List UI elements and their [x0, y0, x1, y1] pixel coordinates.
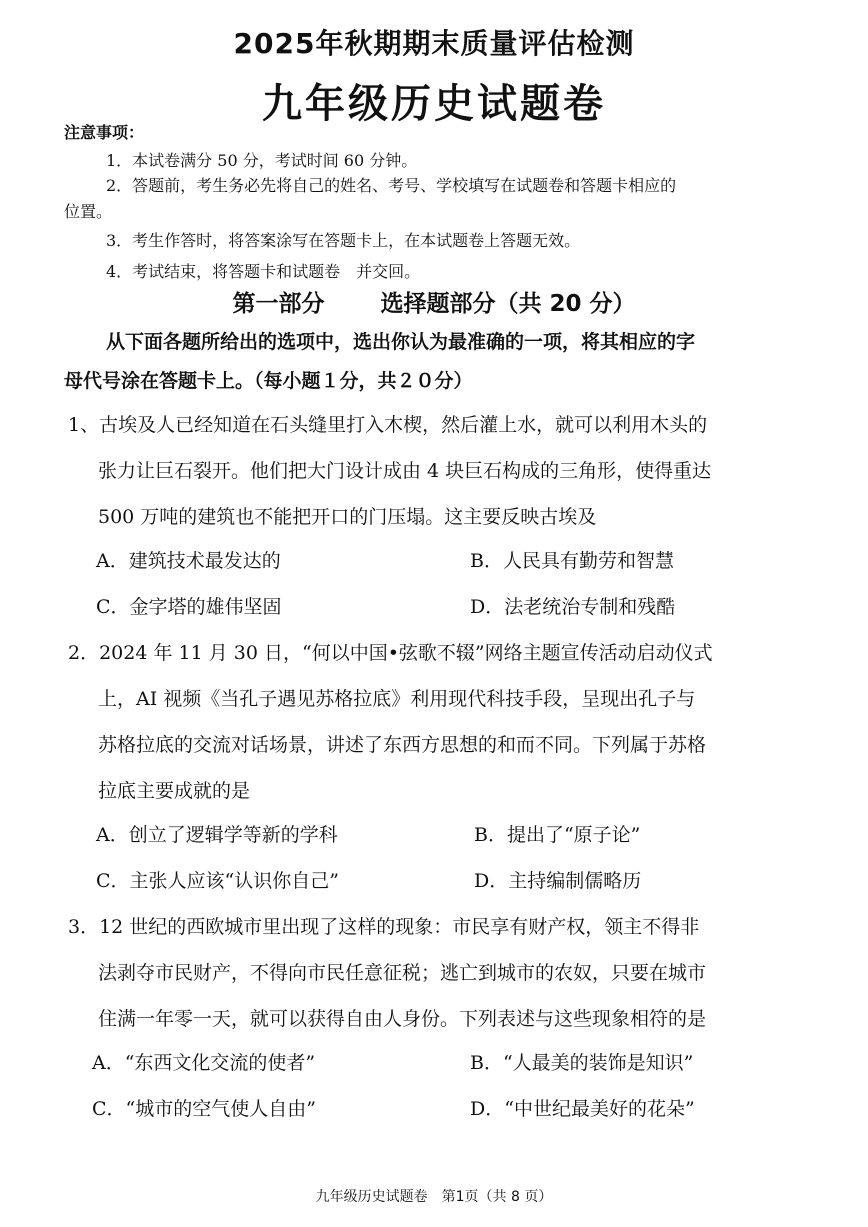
option-c: C．主张人应该“认识你自己” — [96, 870, 339, 892]
notice-item: 4．考试结束，将答题卡和试题卷 并交回。 — [106, 262, 421, 281]
question-text: 3．12 世纪的西欧城市里出现了这样的现象：市民享有财产权，领主不得非 — [68, 916, 700, 938]
question-text: 500 万吨的建筑也不能把开口的门压塌。这主要反映古埃及 — [98, 506, 597, 528]
option-d: D．法老统治专制和残酷 — [470, 596, 676, 618]
option-a: A．创立了逻辑学等新的学科 — [96, 824, 338, 846]
option-c: C．“城市的空气使人自由” — [92, 1098, 316, 1120]
question-text: 张力让巨石裂开。他们把大门设计成由 4 块巨石构成的三角形，使得重达 — [98, 460, 712, 482]
section-title: 选择题部分（共 20 分） — [380, 291, 636, 317]
notice-item: 位置。 — [64, 202, 113, 221]
question-text: 1、古埃及人已经知道在石头缝里打入木楔，然后灌上水，就可以利用木头的 — [68, 414, 708, 436]
question-text: 上，AI 视频《当孔子遇见苏格拉底》利用现代科技手段，呈现出孔子与 — [98, 688, 696, 710]
section-heading — [0, 285, 868, 318]
notice-label: 注意事项： — [64, 123, 145, 142]
option-d: D．主持编制儒略历 — [474, 870, 642, 892]
option-c: C．金字塔的雄伟坚固 — [96, 596, 282, 618]
option-a: A．“东西文化交流的使者” — [92, 1052, 316, 1074]
notice-item: 2．答题前，考生务必先将自己的姓名、考号、学校填写在试题卷和答题卡相应的 — [106, 176, 677, 195]
option-b: B．人民具有勤劳和智慧 — [470, 550, 674, 572]
question-text: 住满一年零一天，就可以获得自由人身份。下列表述与这些现象相符的是 — [98, 1008, 707, 1030]
option-d: D．“中世纪最美好的花朵” — [470, 1098, 695, 1120]
question-text: 拉底主要成就的是 — [98, 780, 251, 802]
section-instruction: 从下面各题所给出的选项中，选出你认为最准确的一项，将其相应的字 — [106, 331, 696, 353]
exam-subject-title: 九年级历史试题卷 — [262, 81, 606, 127]
option-a: A．建筑技术最发达的 — [96, 550, 281, 572]
page-footer: 九年级历史试题卷 第1页（共 8 页） — [315, 1189, 553, 1205]
option-b: B．“人最美的装饰是知识” — [470, 1052, 694, 1074]
question-text: 法剥夺市民财产，不得向市民任意征税；逃亡到城市的农奴，只要在城市 — [98, 962, 707, 984]
option-b: B．提出了“原子论” — [474, 824, 641, 846]
question-text: 2．2024 年 11 月 30 日，“何以中国•弦歌不辍”网络主题宣传活动启动仪式 — [68, 642, 713, 664]
question-text: 苏格拉底的交流对话场景，讲述了东西方思想的和而不同。下列属于苏格 — [98, 734, 707, 756]
section-instruction: 母代号涂在答题卡上。（每小题１分，共２０分） — [64, 370, 473, 392]
notice-item: 1．本试卷满分 50 分，考试时间 60 分钟。 — [106, 151, 418, 170]
exam-title: 2025年秋期期末质量评估检测 — [233, 27, 635, 60]
notice-item: 3．考生作答时，将答案涂写在答题卡上，在本试题卷上答题无效。 — [106, 231, 581, 250]
section-part: 第一部分 — [232, 291, 325, 317]
